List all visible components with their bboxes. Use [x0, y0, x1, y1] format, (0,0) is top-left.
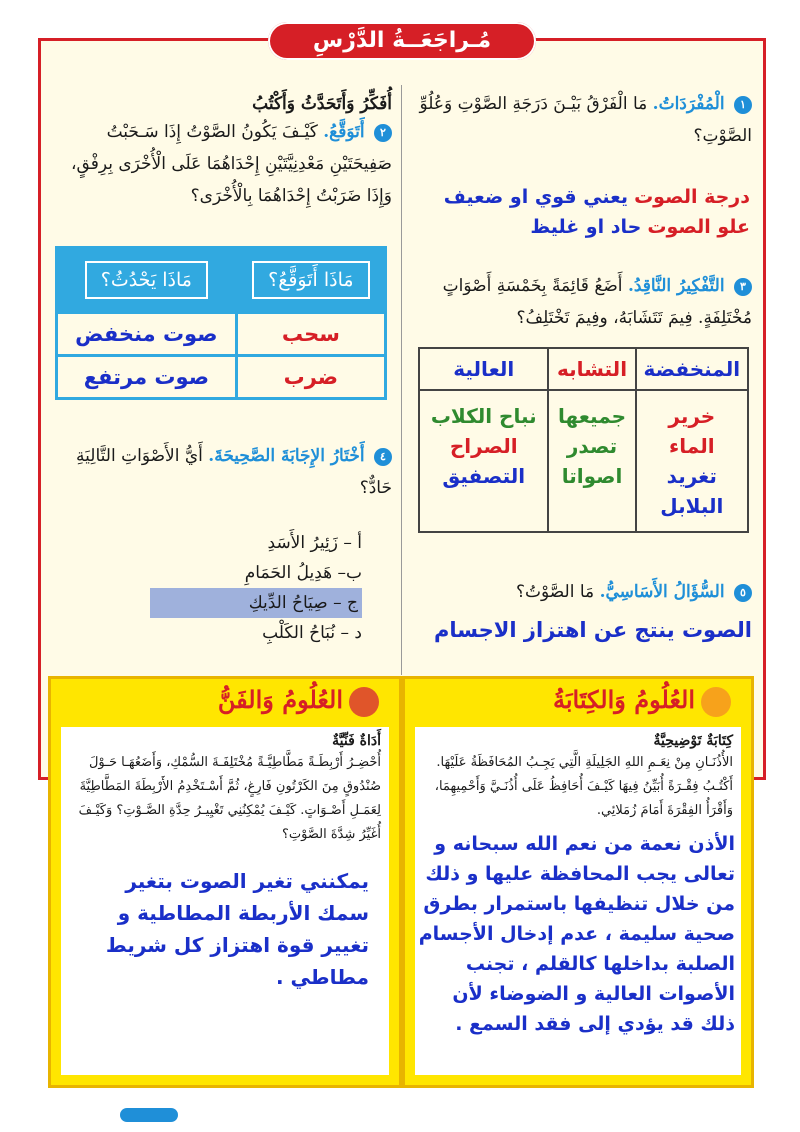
- answer-definition: يعني قوي او ضعيف: [443, 186, 629, 208]
- left-heading: أُفَكِّرُ وَأَتَحَدَّثُ وَأَكْتُبُ: [252, 94, 392, 114]
- art-title-text: العُلُومُ وَالفَنُّ: [217, 685, 343, 714]
- low-item: الماء: [669, 434, 715, 458]
- page-title: مُـراجَعَــةُ الدَّرْسِ: [268, 22, 536, 60]
- result-cell: صوت مرتفع: [57, 356, 237, 399]
- writing-title: [553, 685, 731, 717]
- high-item: التصفيق: [442, 464, 526, 488]
- answer-term: درجة الصوت: [634, 186, 750, 208]
- option-d[interactable]: د – نُبَاحُ الكَلْبِ: [262, 623, 362, 643]
- high-item: الصراح: [449, 434, 518, 458]
- answer-1-line-1: [410, 182, 750, 212]
- prediction-table: [55, 246, 387, 400]
- question-5: [410, 576, 752, 608]
- options-list: [150, 528, 362, 648]
- result-cell: صوت منخفض: [57, 313, 237, 356]
- writing-icon: [701, 687, 731, 717]
- option-a[interactable]: أ – زَئِيرُ الأَسَدِ: [267, 533, 362, 553]
- similar-item: تصدر: [566, 434, 618, 458]
- answer-1: [410, 182, 750, 242]
- action-cell: ضرب: [236, 356, 385, 399]
- header-low: المنخفضة: [636, 348, 748, 390]
- header-similar: التشابه: [548, 348, 635, 390]
- table-row: [57, 356, 386, 399]
- header-label: مَاذَا يَحْدُثُ؟: [85, 261, 208, 299]
- art-subtitle: أَدَاةٌ فَنِّيَّةٌ: [332, 733, 381, 749]
- art-title: [218, 685, 379, 717]
- answer-term: علو الصوت: [647, 216, 750, 238]
- question-number: ٢: [374, 124, 392, 142]
- header-label: مَاذَا أَتَوَقَّعُ؟: [252, 261, 369, 299]
- sounds-table: [418, 347, 749, 533]
- writing-title-text: العُلُومُ وَالكِتَابَةُ: [552, 685, 695, 714]
- high-cell: [419, 390, 548, 532]
- similar-cell: [548, 390, 635, 532]
- table-row: [419, 390, 748, 532]
- table-header-row: [419, 348, 748, 390]
- question-2-heading: أَتَوَقَّعُ.: [323, 122, 365, 142]
- question-number: ١: [734, 96, 752, 114]
- question-2-text: كَيْـفَ يَكُونُ الصَّوْتُ إِذَا سَـحَبْتُ صَفِيحَتَيْنِ مَعْدِنِيَّتَيْنِ إِحْدَاهُمَا عَلَى الْأُخْرَى بِرِفْقٍ، وَإِذَا ضَرَبْتُ إِحْدَاهُمَا بِالْأُخْرَى؟: [71, 122, 392, 206]
- option-b[interactable]: ب– هَدِيلُ الحَمَامِ: [244, 563, 362, 583]
- header-happens: [57, 248, 237, 313]
- question-number: ٥: [734, 584, 752, 602]
- question-1: [410, 88, 752, 152]
- question-3-heading: التَّفْكِيرُ النَّاقِدُ.: [627, 276, 725, 296]
- table-header-row: [57, 248, 386, 313]
- question-4-text: أَيُّ الأَصْوَاتِ التَّالِيَةِ حَادٌّ؟: [76, 446, 392, 498]
- question-number: ٤: [374, 448, 392, 466]
- writing-prompt: الأُذُنَـانِ مِنْ نِعَـمِ اللهِ الجَلِيلَةِ الَّتِي يَجِـبُ المُحَافَظَةُ عَلَيْهَا. أَكْتُـبُ فِقْـرَةً أُبَيِّنُ فِيهَا كَيْـفَ أُحَافِظُ عَلَى أُذُنَـيَّ وَأَحْمِيهِمَا، وَأَقْرَأُ الفِقْرَةَ أَمَامَ زُمَلائِي.: [434, 755, 733, 818]
- science-art-box: [48, 676, 402, 1088]
- question-4: [50, 440, 392, 504]
- art-prompt: أُحْضِـرُ أَرْبِطَـةً مَطَّاطِيَّـةً مُخْتَلِفَـةَ السُّمْكِ، وَأَضَعُهَـا حَـوْلَ صُنْدُوقٍ مِنَ الكَرْتُونِ فَارِغٍ، ثُمَّ أَسْـتَخْدِمُ الأَرْبِطَةَ المَطَّاطِيَّةَ لِعَمَـلِ أَصْـوَاتٍ. كَيْـفَ يُمْكِنُنِي تَغْيِيـرُ حِدَّةِ الصَّـوْتِ؟ وَكَيْـفَ أُغَيِّرُ شِدَّةَ الصَّوْتِ؟: [78, 755, 381, 842]
- question-1-text: مَا الْفَرْقُ بَيْـنَ دَرَجَةِ الصَّوْتِ وَعُلُوِّ الصَّوْتِ؟: [419, 94, 752, 146]
- similar-item: اصواتا: [561, 464, 623, 488]
- palette-icon: [349, 687, 379, 717]
- column-divider: [401, 85, 402, 675]
- art-answer: يمكنني تغير الصوت بتغير سمك الأربطة المطاطية و تغيير قوة اهتزاز كل شريط مطاطي .: [105, 869, 369, 989]
- answer-1-line-2: [410, 212, 750, 242]
- writing-answer: الأذن نعمة من نعم الله سبحانه و تعالى يجب المحافظة عليها و ذلك من خلال تنظيفها باستمرار بطرق صحية سليمة ، عدم إدخال الأجسام الصلبة بداخلها كالقلم ، تجنب الأصوات العالية و الضوضاء لأن ذلك قد يؤدي إلى فقد السمع .: [418, 833, 735, 1035]
- action-cell: سحب: [236, 313, 385, 356]
- header-expect: [236, 248, 385, 313]
- high-item: نباح الكلاب: [430, 404, 537, 428]
- question-3-text: أَضَعُ قَائِمَةً بِخَمْسَةِ أَصْوَاتٍ مُخْتَلِفَةٍ. فِيمَ تَتَشَابَهُ، وفِيمَ تَخْتَلِفُ؟: [442, 276, 752, 328]
- writing-content: [415, 727, 741, 1075]
- question-2: [50, 116, 392, 212]
- header-high: العالية: [419, 348, 548, 390]
- question-5-heading: السُّؤَالُ الأَسَاسِيُّ.: [599, 582, 725, 602]
- similar-item: جميعها: [558, 404, 627, 428]
- question-3: [410, 270, 752, 334]
- writing-subtitle: كِتَابَةٌ تَوْضِيحِيَّةٌ: [653, 733, 733, 749]
- art-content: [61, 727, 389, 1075]
- science-writing-box: [402, 676, 754, 1088]
- low-item: خرير: [668, 404, 716, 428]
- low-cell: [636, 390, 748, 532]
- question-4-heading: أَخْتَارُ الإِجَابَةَ الصَّحِيحَةَ.: [208, 446, 365, 466]
- low-item: تغريد: [666, 464, 717, 488]
- answer-5: الصوت ينتج عن اهتزاز الاجسام: [434, 618, 752, 642]
- table-row: [57, 313, 386, 356]
- answer-definition: حاد او غليظ: [530, 216, 642, 238]
- option-c-selected[interactable]: ج – صِيَاحُ الدِّيكِ: [150, 588, 362, 618]
- page-tab: [120, 1108, 178, 1122]
- page-tab-decoration: [0, 1096, 190, 1132]
- question-number: ٣: [734, 278, 752, 296]
- question-1-heading: الْمُفْرَدَاتُ.: [652, 94, 725, 114]
- low-item: البلابل: [660, 494, 724, 518]
- question-5-text: مَا الصَّوْتُ؟: [516, 582, 595, 602]
